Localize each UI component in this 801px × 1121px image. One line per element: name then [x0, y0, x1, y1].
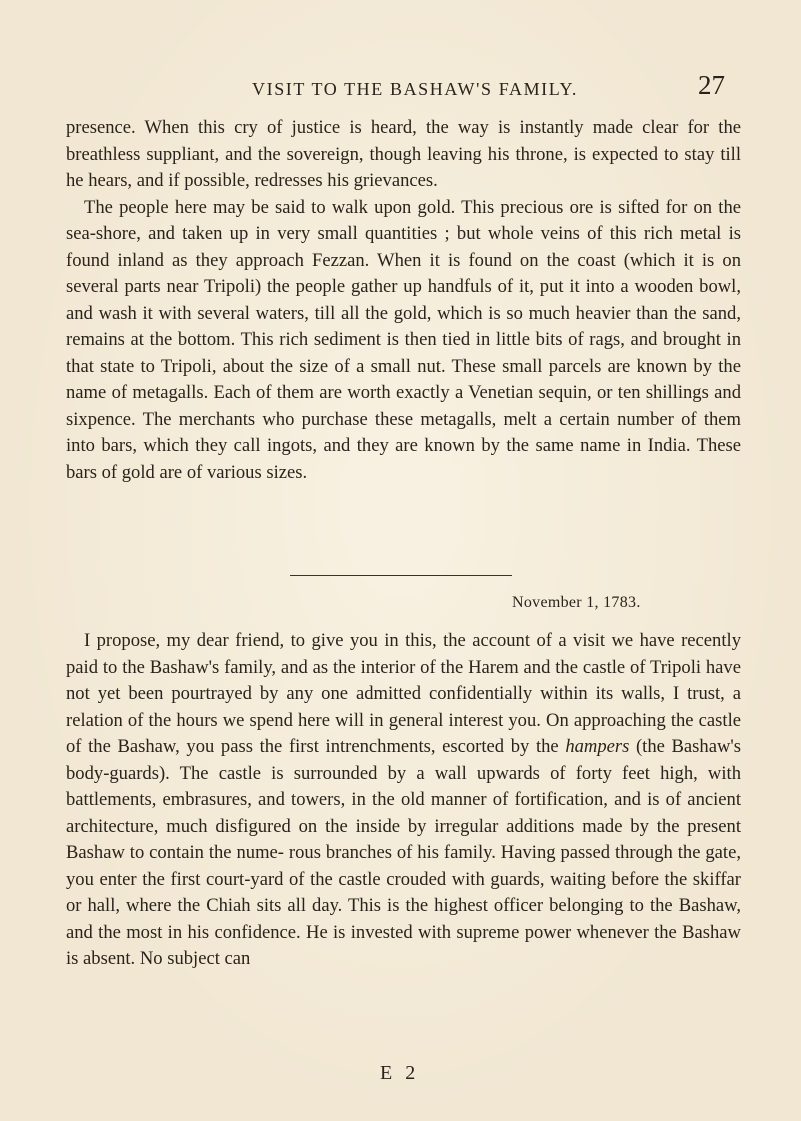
letter-text-part-1: I propose, my dear friend, to give you in this, the account of a visit we have recently paid to the Bashaw's family, and as the interior of the Harem and the castle of Tripoli have not yet been pourtrayed by any one admitted confidentially within its walls, I trust, a relation of the hours we spend here will in general interest you. On approaching the castle of the Bashaw, you pass the first intrenchments, escorted by the	[66, 630, 741, 757]
paragraph	[66, 628, 741, 973]
page-number: 27	[698, 70, 725, 100]
signature-mark: E 2	[380, 1062, 420, 1084]
letter-dateline: November 1, 1783.	[512, 594, 641, 611]
paragraph: presence. When this cry of justice is heard, the way is instantly made clear for the breathless suppliant, and the sovereign, though leaving his throne, is expected to stay till he hears, and if possible, redresses his grievances.	[66, 117, 741, 191]
letter-text-part-2: (the Bashaw's body-guards). The castle is surrounded by a wall upwards of forty feet high, with battlements, embrasures, and towers, in the old manner of fortification, and is of ancient architecture, much disfigured on the inside by irregular additions made by the present Bashaw to contain the nume- rous branches of his family. Having passed through the gate, you enter the first court-yard of the castle crouded with guards, waiting before the skiffar or hall, where the Chiah sits all day. This is the highest officer belonging to the Bashaw, and the most in his confidence. He is invested with supreme power whenever the Bashaw is absent. No subject can	[66, 736, 741, 969]
paragraph: The people here may be said to walk upon gold. This precious ore is sifted for on the sea-shore, and taken up in very small quantities ; but whole veins of this rich metal is found inland as they approach Fezzan. When it is found on the coast (which it is on several parts near Tripoli) the people gather up handfuls of it, put it into a wooden bowl, and wash it with several waters, till all the gold, which is so much heavier than the sand, remains at the bottom. This rich sediment is then tied in little bits of rags, and brought in that state to Tripoli, about the size of a small nut. These small parcels are known by the name of metagalls. Each of them are worth exactly a Venetian sequin, or ten shillings and sixpence. The merchants who purchase these metagalls, melt a certain number of them into bars, which they call ingots, and they are known by the same name in India. These bars of gold are of various sizes.	[66, 196, 741, 483]
section-gold-text	[66, 115, 741, 486]
running-head: VISIT TO THE BASHAW'S FAMILY.	[252, 79, 578, 99]
section-divider	[290, 575, 512, 576]
italic-term-hampers: hampers	[565, 736, 630, 757]
letter-text	[66, 628, 741, 973]
